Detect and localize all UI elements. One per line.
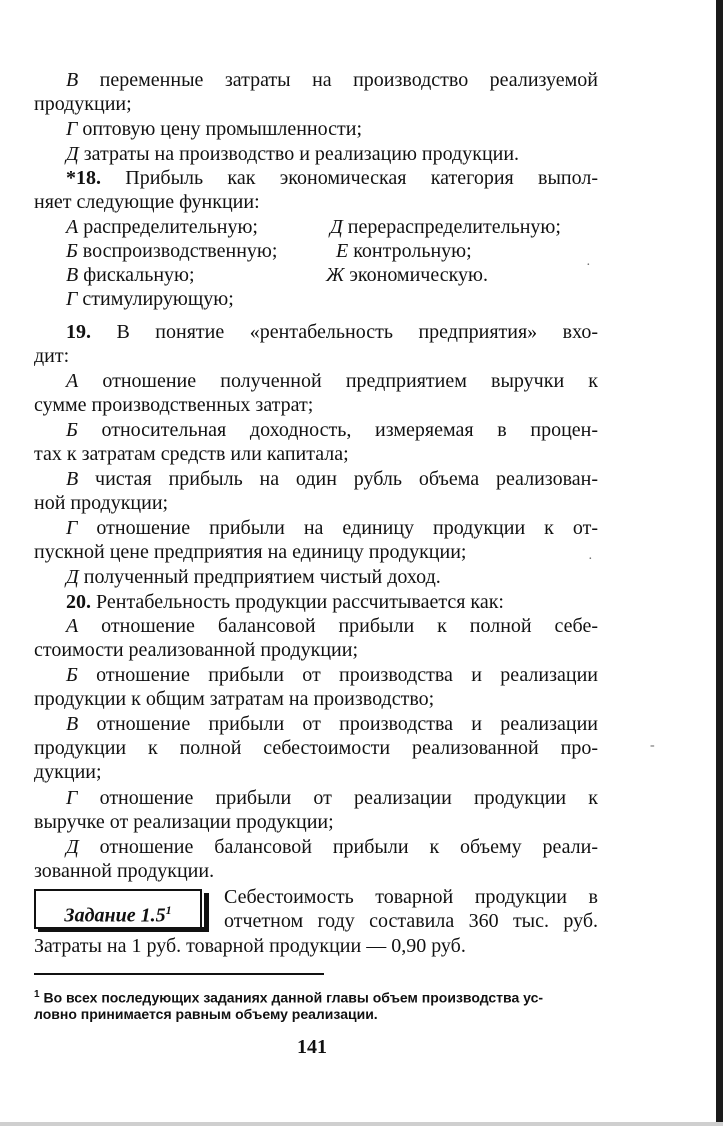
scan-edge xyxy=(0,1122,723,1126)
option-right: Е контрольную; xyxy=(336,240,472,262)
option-line: зованной продукции. xyxy=(34,860,215,882)
option-line: Г оптовую цену промышленности; xyxy=(66,118,363,140)
scan-speck: · xyxy=(588,552,593,567)
option-line: продукции; xyxy=(34,93,132,115)
task-label: Задание $1.5^1$ xyxy=(64,903,172,927)
option-line: выручке от реализации продукции; xyxy=(34,811,334,833)
option-line: сумме производственных затрат; xyxy=(34,394,314,416)
option-line: Д отношение балансовой прибыли к объему реали- xyxy=(66,836,599,858)
option-line: В чистая прибыль на один рубль объема реализован- xyxy=(66,468,599,490)
task-text-line: Затраты на 1 руб. товарной продукции — 0,90 руб. xyxy=(34,935,466,957)
option-line: Д затраты на производство и реализацию продукции. xyxy=(66,143,520,165)
question-19-line: дит: xyxy=(34,345,70,367)
option-line: А отношение балансовой прибыли к полной себе- xyxy=(66,615,599,637)
footnote-line: ловно принимается равным объему реализации. xyxy=(34,1006,378,1022)
question-18-line: *18. Прибыль как экономическая категория выпол- xyxy=(66,167,598,189)
option-line: дукции; xyxy=(34,761,102,783)
task-text-line: Себестоимость товарной продукции в xyxy=(224,886,598,908)
option-line: Д полученный предприятием чистый доход. xyxy=(66,566,441,588)
option-line: Г отношение прибыли от реализации продукции к xyxy=(66,787,598,809)
question-19-line: 19. В понятие «рентабельность предприятия» вхо- xyxy=(66,321,599,343)
option-line: тах к затратам средств или капитала; xyxy=(34,443,349,465)
option-left: А распределительную; xyxy=(66,216,258,238)
scan-speck: ‐ xyxy=(650,738,655,753)
option-line: Б относительная доходность, измеряемая в процен- xyxy=(66,419,599,441)
scan-edge xyxy=(716,0,723,1126)
option-line: стоимости реализованной продукции; xyxy=(34,639,359,661)
option-left: Г стимулирующую; xyxy=(66,288,234,310)
option-left: Б воспроизводственную; xyxy=(66,240,278,262)
option-line: А отношение полученной предприятием выручки к xyxy=(66,370,599,392)
option-line: Б отношение прибыли от производства и реализации xyxy=(66,664,598,686)
footnote-line: $^1$ Во всех последующих заданиях данной главы объем производства ус- xyxy=(34,989,544,1006)
task-label-box xyxy=(34,889,202,929)
option-line: пускной цене предприятия на единицу продукции; xyxy=(34,541,467,563)
option-right: Д перераспределительную; xyxy=(330,216,561,238)
task-text-line: отчетном году составила 360 тыс. руб. xyxy=(224,910,598,932)
question-18-line: няет следующие функции: xyxy=(34,191,260,213)
option-line: ной продукции; xyxy=(34,492,169,514)
question-20-line: 20. Рентабельность продукции рассчитывается как: xyxy=(66,591,504,613)
option-right: Ж экономическую. xyxy=(326,264,488,286)
scan-speck: · xyxy=(586,258,591,273)
option-line: В отношение прибыли от производства и реализации xyxy=(66,713,599,735)
option-left: В фискальную; xyxy=(66,264,195,286)
option-line: продукции к общим затратам на производство; xyxy=(34,688,435,710)
page-number: 141 xyxy=(297,1036,327,1058)
option-line: Г отношение прибыли на единицу продукции к от- xyxy=(66,517,598,539)
option-line: продукции к полной себестоимости реализованной про- xyxy=(34,737,598,759)
option-line: В переменные затраты на производство реализуемой xyxy=(66,69,598,91)
footnote-rule xyxy=(34,973,324,975)
task-box-shadow xyxy=(204,893,209,932)
